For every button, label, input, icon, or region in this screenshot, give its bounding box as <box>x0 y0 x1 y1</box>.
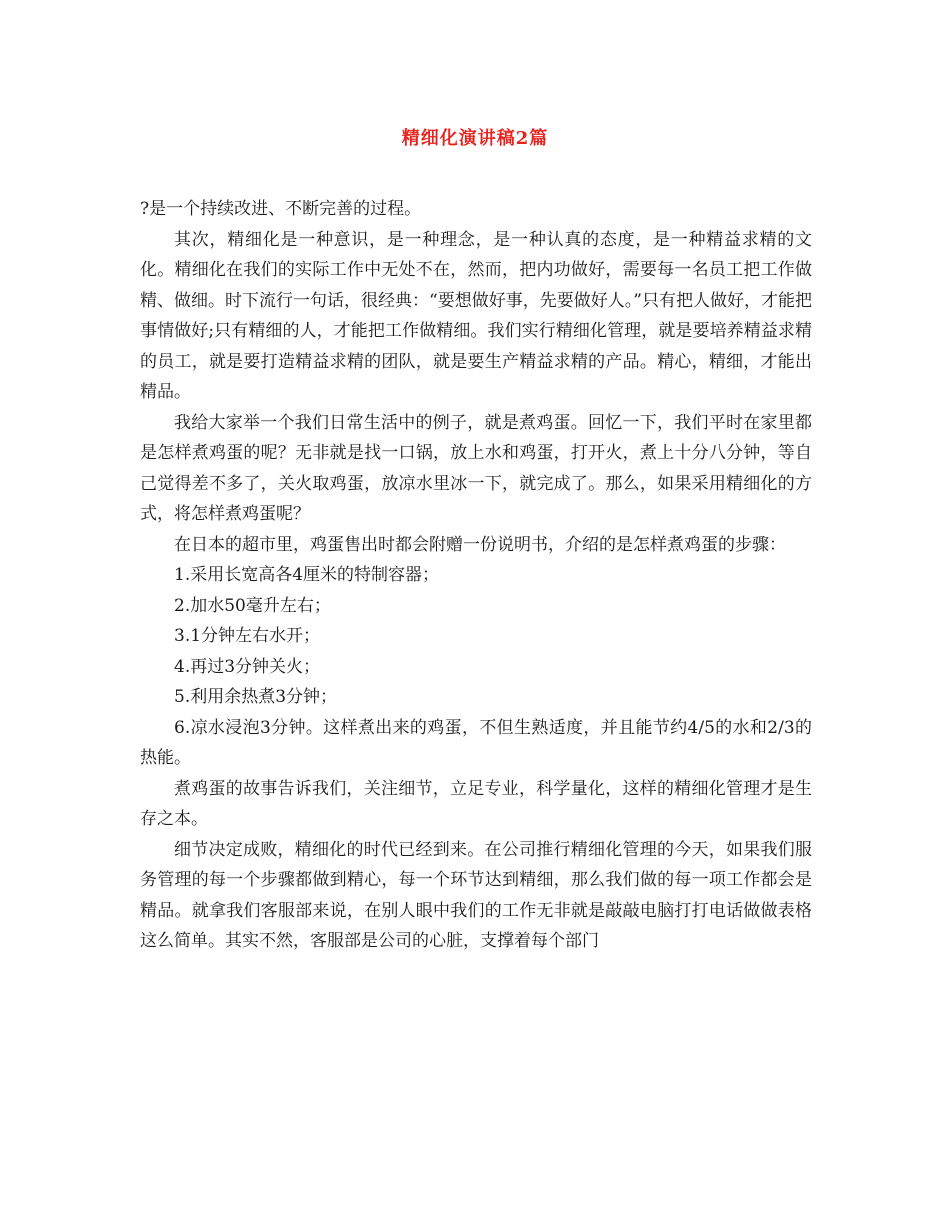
paragraph: 煮鸡蛋的故事告诉我们，关注细节，立足专业，科学量化，这样的精细化管理才是生存之本。 <box>140 778 812 829</box>
document-body <box>140 194 812 957</box>
list-item: 5.利用余热煮3分钟； <box>174 687 338 707</box>
list-item: 1.采用长宽高各4厘米的特制容器； <box>174 565 440 585</box>
list-item: 4.再过3分钟关火； <box>174 656 321 677</box>
paragraph: 其次，精细化是一种意识，是一种理念，是一种认真的态度，是一种精益求精的文化。精细化在我们的实际工作中无处不在，然而，把内功做好，需要每一名员工把工作做精、做细。时下流行一句话，很经典：“要想做好事，先要做好人。”只有把人做好，才能把事情做好;只有精细的人，才能把工作做精细。我们实行精细化管理，就是要培养精益求精的员工，就是要打造精益求精的团队，就是要生产精益求精的产品。精心，精细，才能出精品。 <box>140 229 812 402</box>
paragraph: ?是一个持续改进、不断完善的过程。 <box>140 199 422 219</box>
list-item: 6.凉水浸泡3分钟。这样煮出来的鸡蛋，不但生熟适度，并且能节约4/5的水和2/3的热能。 <box>140 717 812 768</box>
paragraph: 我给大家举一个我们日常生活中的例子，就是煮鸡蛋。回忆一下，我们平时在家里都是怎样煮鸡蛋的呢？无非就是找一口锅，放上水和鸡蛋，打开火，煮上十分八分钟，等自己觉得差不多了，关火取鸡蛋，放凉水里冰一下，就完成了。那么，如果采用精细化的方式，将怎样煮鸡蛋呢？ <box>140 412 812 524</box>
paragraph: 在日本的超市里，鸡蛋售出时都会附赠一份说明书，介绍的是怎样煮鸡蛋的步骤： <box>174 534 786 555</box>
document-title: 精细化演讲稿2篇 <box>401 128 549 149</box>
paragraph: 细节决定成败，精细化的时代已经到来。在公司推行精细化管理的今天，如果我们服务管理的每一个步骤都做到精心，每一个环节达到精细，那么我们做的每一项工作都会是精品。就拿我们客服部来说，在别人眼中我们的工作无非就是敲敲电脑打打电话做做表格这么简单。其实不然，客服部是公司的心脏，支撑着每个部门 <box>140 839 812 951</box>
list-item: 3.1分钟左右水开； <box>174 626 321 646</box>
list-item: 2.加水50毫升左右； <box>174 595 331 616</box>
